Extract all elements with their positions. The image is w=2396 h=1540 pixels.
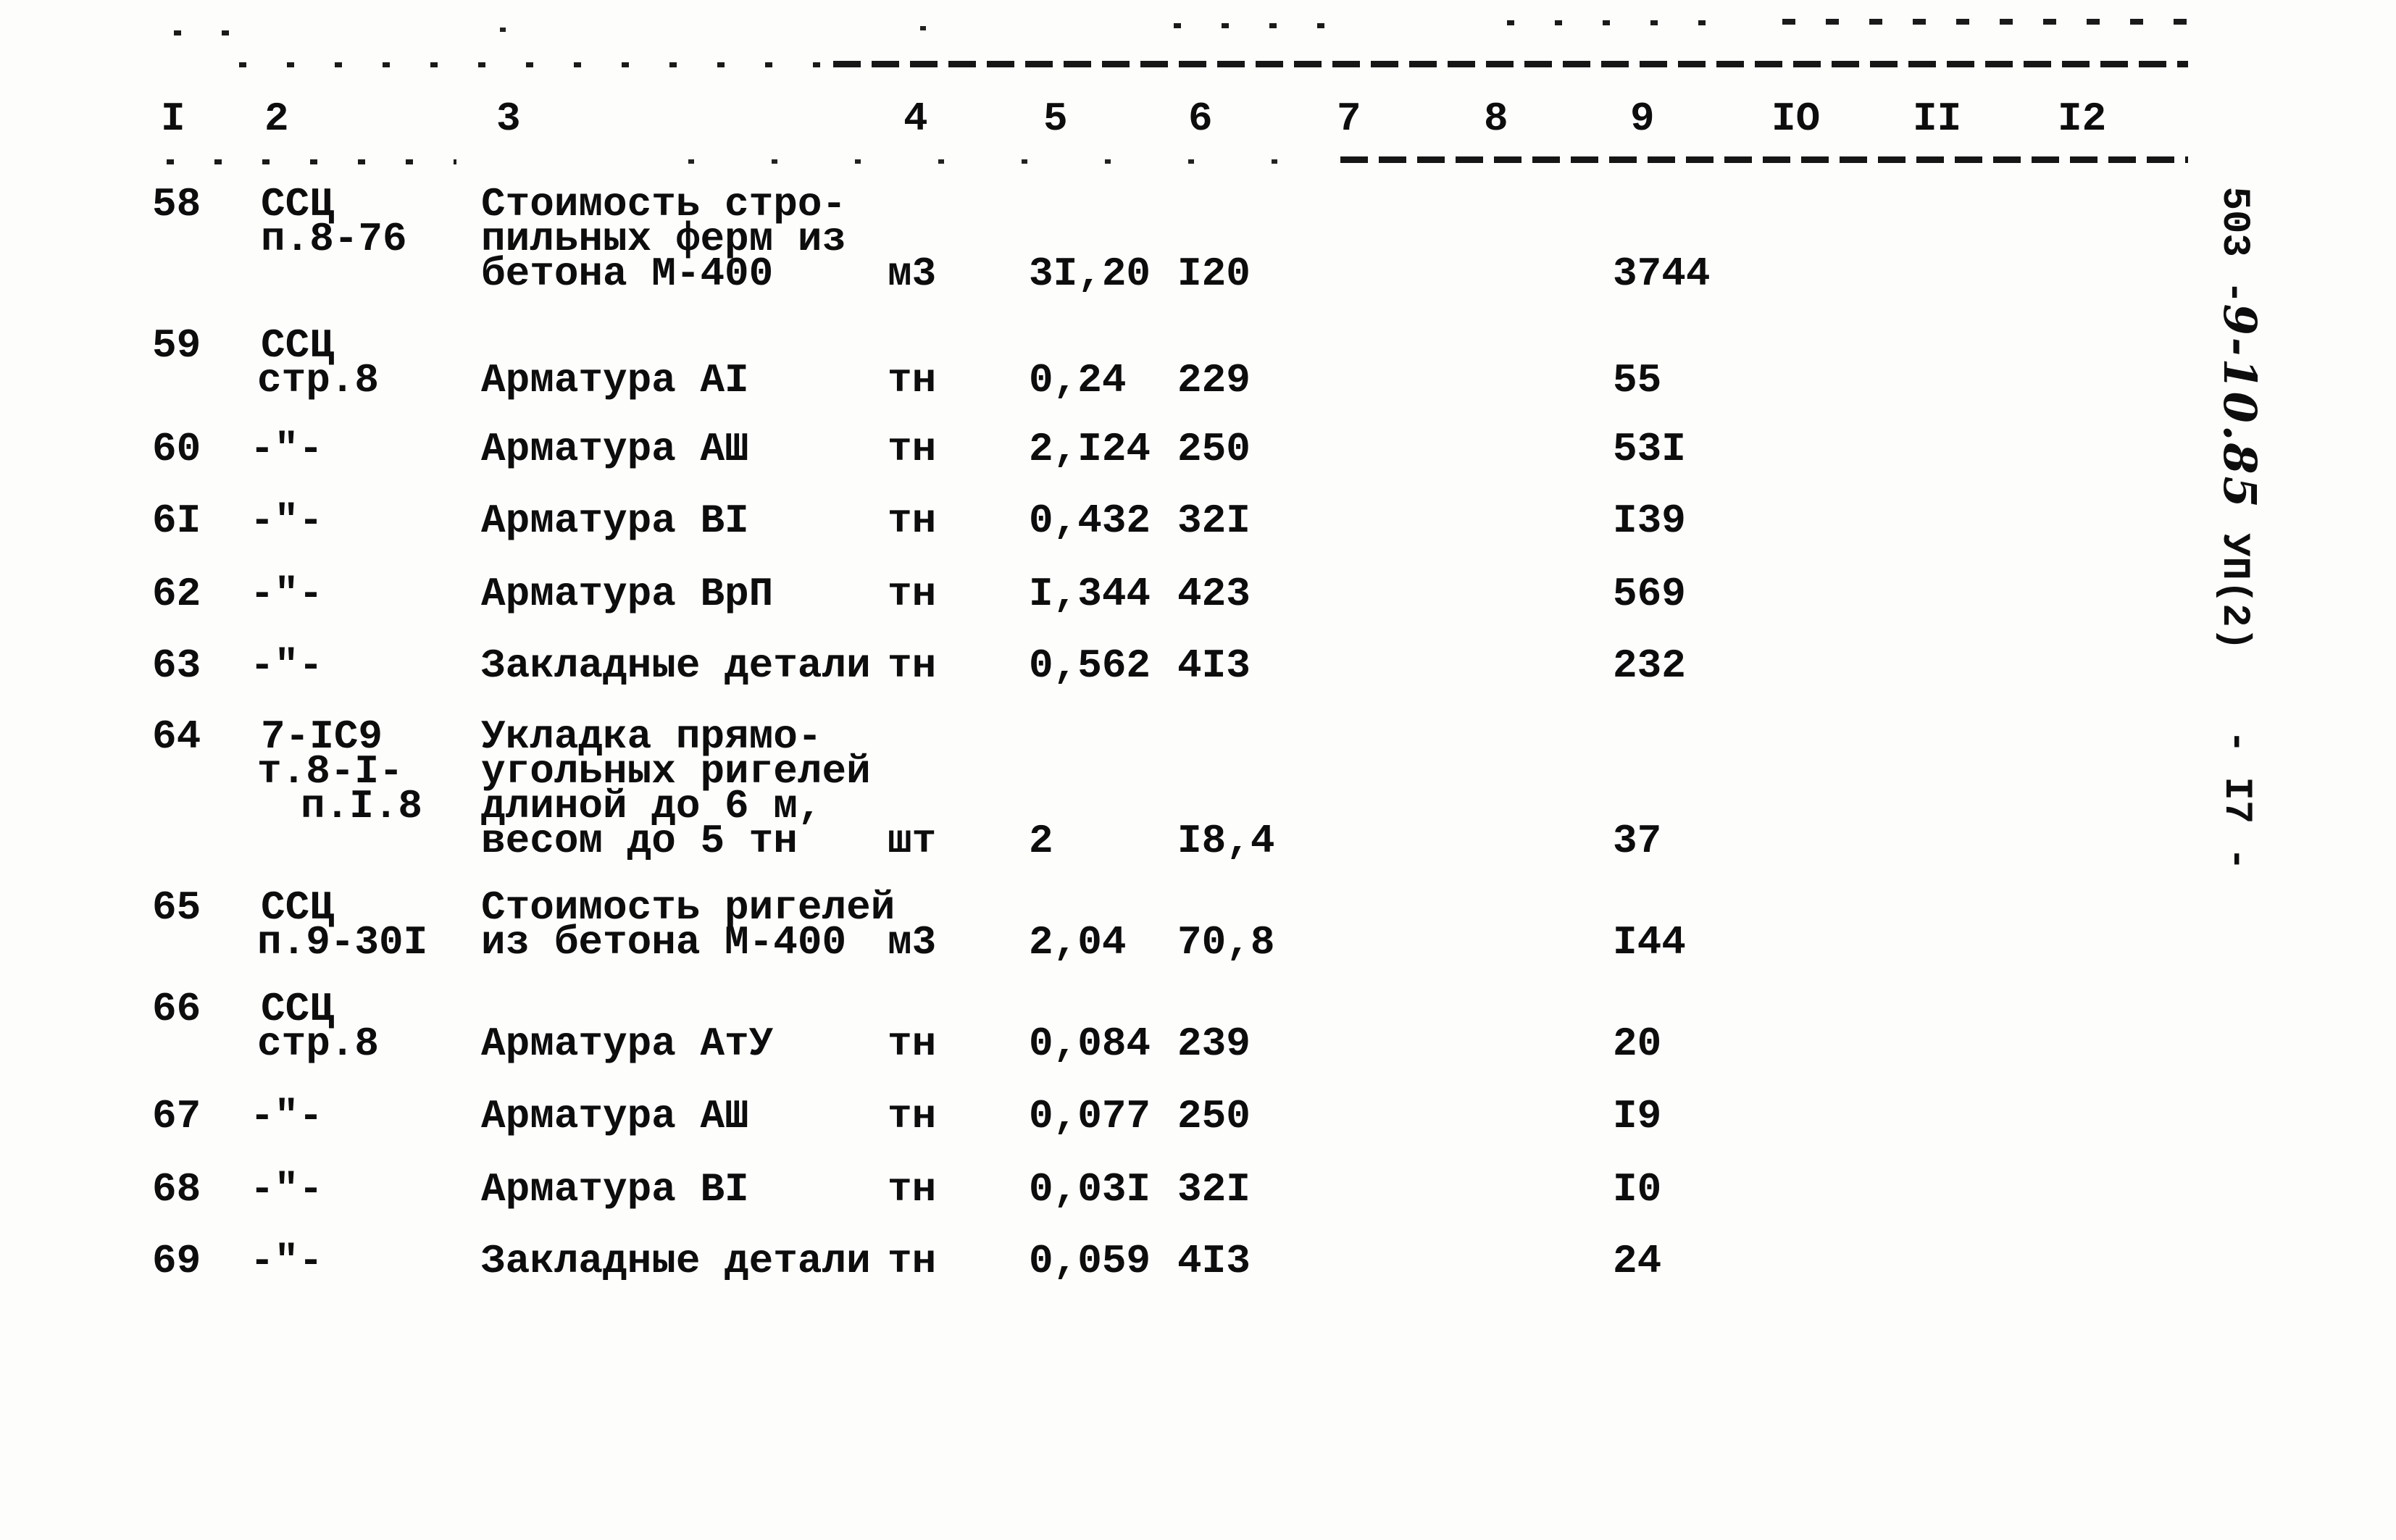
name-cell: весом до 5 тн	[481, 818, 798, 864]
price-cell: 250	[1177, 426, 1251, 472]
total-cell: 232	[1613, 643, 1686, 689]
qty-cell: 0,03I	[1029, 1166, 1151, 1213]
price-cell: 229	[1177, 357, 1251, 403]
qty-cell: 0,059	[1029, 1238, 1151, 1284]
price-cell: 423	[1177, 571, 1251, 617]
ditto-mark: -"-	[250, 1166, 323, 1213]
name-cell: Укладка прямо-	[481, 713, 822, 760]
total-cell: 55	[1613, 357, 1662, 403]
unit-cell: тн	[888, 498, 937, 544]
qty-cell: 0,562	[1029, 643, 1151, 689]
row-number: 6I	[152, 498, 201, 544]
name-cell: Арматура ВрП	[481, 571, 774, 617]
margin-stamp	[2182, 93, 2292, 650]
price-cell: 70,8	[1177, 919, 1275, 966]
page-number	[2184, 636, 2288, 871]
price-cell: I20	[1177, 251, 1251, 297]
qty-cell: 0,432	[1029, 498, 1151, 544]
column-number: I2	[2058, 96, 2107, 142]
row-number: 66	[152, 986, 201, 1032]
row-number: 63	[152, 643, 201, 689]
ditto-mark: -"-	[250, 1093, 323, 1139]
column-number: IO	[1771, 96, 1821, 142]
code-cell: п.8-76	[261, 216, 407, 262]
row-number: 68	[152, 1166, 201, 1213]
price-cell: 4I3	[1177, 1238, 1251, 1284]
row-number: 58	[152, 181, 201, 227]
total-cell: 24	[1613, 1238, 1662, 1284]
name-cell: Арматура АШ	[481, 1093, 749, 1139]
name-cell: Арматура АтУ	[481, 1021, 774, 1067]
stamp-series: 503 -	[2212, 186, 2256, 304]
stamp-handwritten-number: 9-10.85	[2213, 304, 2266, 510]
qty-cell: 2,04	[1029, 919, 1127, 966]
name-cell: из бетона М-400	[481, 919, 847, 966]
column-number: 5	[1043, 96, 1068, 142]
column-number: 9	[1630, 96, 1655, 142]
noise-dots	[1174, 23, 1333, 28]
name-cell: Арматура ВI	[481, 498, 749, 544]
unit-cell: тн	[888, 643, 937, 689]
noise-dashes	[1782, 19, 2188, 25]
code-cell: стр.8	[257, 1021, 380, 1067]
price-cell: 32I	[1177, 498, 1251, 544]
row-number: 65	[152, 884, 201, 931]
row-number: 67	[152, 1093, 201, 1139]
noise-dots	[920, 26, 978, 30]
qty-cell: 0,24	[1029, 357, 1127, 403]
qty-cell: 3I,20	[1029, 251, 1151, 297]
unit-cell: м3	[888, 251, 937, 297]
ditto-mark: -"-	[250, 498, 323, 544]
noise-dots	[1507, 20, 1724, 25]
code-cell: т.8-I-	[257, 748, 404, 795]
row-number: 60	[152, 426, 201, 472]
name-cell: Закладные детали	[481, 1238, 871, 1284]
total-cell: I0	[1613, 1166, 1662, 1213]
code-cell: 7-IC9	[261, 713, 383, 760]
unit-cell: тн	[888, 1021, 937, 1067]
name-cell: Закладные детали	[481, 643, 871, 689]
column-number: 3	[496, 96, 521, 142]
price-cell: 4I3	[1177, 643, 1251, 689]
header-rule	[1340, 156, 2188, 163]
row-number: 64	[152, 713, 201, 760]
code-cell: ССЦ	[261, 986, 334, 1032]
total-cell: I39	[1613, 498, 1686, 544]
price-cell: 239	[1177, 1021, 1251, 1067]
code-cell: ССЦ	[261, 884, 334, 931]
row-number: 62	[152, 571, 201, 617]
name-cell: пильных ферм из	[481, 216, 847, 262]
ditto-mark: -"-	[250, 643, 323, 689]
unit-cell: шт	[888, 818, 937, 864]
total-cell: 569	[1613, 571, 1686, 617]
noise-dots	[500, 28, 572, 32]
total-cell: 20	[1613, 1021, 1662, 1067]
name-cell: Стоимость ригелей	[481, 884, 896, 931]
total-cell: I44	[1613, 919, 1686, 966]
name-cell: Арматура АI	[481, 357, 749, 403]
name-cell: Арматура ВI	[481, 1166, 749, 1213]
ditto-mark: -"-	[250, 426, 323, 472]
page-number-text: - I7 -	[2214, 729, 2258, 871]
total-cell: 37	[1613, 818, 1662, 864]
qty-cell: 0,077	[1029, 1093, 1151, 1139]
column-number: 2	[264, 96, 289, 142]
top-rule	[833, 61, 2188, 67]
code-cell: ССЦ	[261, 322, 334, 369]
unit-cell: тн	[888, 1238, 937, 1284]
name-cell: длиной до 6 м,	[481, 783, 822, 829]
qty-cell: 2,I24	[1029, 426, 1151, 472]
unit-cell: тн	[888, 1166, 937, 1213]
price-cell: 32I	[1177, 1166, 1251, 1213]
unit-cell: тн	[888, 357, 937, 403]
column-number: 8	[1484, 96, 1508, 142]
header-rule-mid	[688, 159, 1304, 164]
column-number: 7	[1337, 96, 1361, 142]
total-cell: 53I	[1613, 426, 1686, 472]
noise-dots	[174, 30, 268, 35]
price-cell: I8,4	[1177, 818, 1275, 864]
unit-cell: тн	[888, 426, 937, 472]
row-number: 69	[152, 1238, 201, 1284]
column-number: 6	[1188, 96, 1213, 142]
name-cell: бетона М-400	[481, 251, 774, 297]
total-cell: I9	[1613, 1093, 1662, 1139]
name-cell: угольных ригелей	[481, 748, 871, 795]
qty-cell: 0,084	[1029, 1021, 1151, 1067]
ditto-mark: -"-	[250, 1238, 323, 1284]
unit-cell: тн	[888, 571, 937, 617]
total-cell: 3744	[1613, 251, 1711, 297]
name-cell: Стоимость стро-	[481, 181, 847, 227]
column-number: 4	[903, 96, 928, 142]
code-cell: п.9-30I	[257, 919, 428, 966]
price-cell: 250	[1177, 1093, 1251, 1139]
code-cell: стр.8	[257, 357, 380, 403]
code-cell: п.I.8	[301, 783, 423, 829]
column-number: II	[1913, 96, 1962, 142]
unit-cell: тн	[888, 1093, 937, 1139]
top-rule-left	[239, 62, 833, 67]
row-number: 59	[152, 322, 201, 369]
header-rule-left	[167, 159, 456, 164]
unit-cell: м3	[888, 919, 937, 966]
column-number: I	[161, 96, 185, 142]
code-cell: ССЦ	[261, 181, 334, 227]
stamp-sheet-code: УП(2)	[2212, 509, 2256, 651]
qty-cell: I,344	[1029, 571, 1151, 617]
ditto-mark: -"-	[250, 571, 323, 617]
name-cell: Арматура АШ	[481, 426, 749, 472]
qty-cell: 2	[1029, 818, 1053, 864]
